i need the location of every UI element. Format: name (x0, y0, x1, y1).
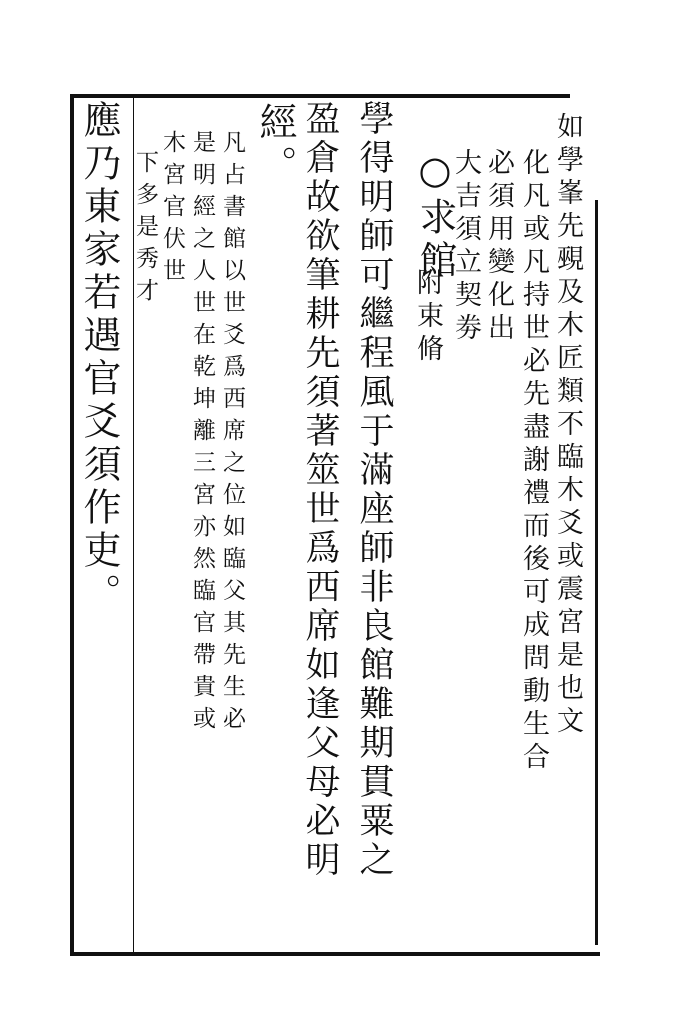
text-column-4: 大吉須立契劵 (450, 148, 481, 346)
commentary-column-3: 木宮官伏世 (159, 130, 185, 290)
left-border-rule (70, 94, 74, 956)
top-border-rule (70, 94, 570, 98)
verse-column-4: 應乃東家若遇官爻須作吏。 (77, 100, 121, 616)
commentary-column-1: 凡占書館以世爻爲西席之位如臨父其先生必 (219, 130, 245, 738)
text-column-1: 如學峯先覡及木匠類不臨木爻或震宮是也文 (552, 112, 583, 739)
text-column-3: 必須用變化出 (483, 148, 514, 346)
commentary-column-2: 是明經之人世在乾坤離三宮亦然臨官帶貴或 (189, 130, 215, 738)
text-column-2: 化凡或凡持世必先盡謝禮而後可成問動生合 (518, 148, 549, 775)
bottom-border-rule (70, 952, 600, 956)
section-subheading: 附束脩 (412, 268, 443, 367)
commentary-column-4: 下多是秀才 (132, 150, 158, 310)
right-border-rule (595, 200, 598, 945)
verse-column-2: 盈倉故欲筆耕先須著筮世爲西席如逢父母必明 (300, 100, 340, 880)
verse-column-3: 經。 (253, 102, 297, 188)
verse-column-1: 學得明師可繼程風于滿座師非良館難期貫粟之 (354, 100, 394, 880)
section-heading: ○求館 (413, 148, 457, 283)
